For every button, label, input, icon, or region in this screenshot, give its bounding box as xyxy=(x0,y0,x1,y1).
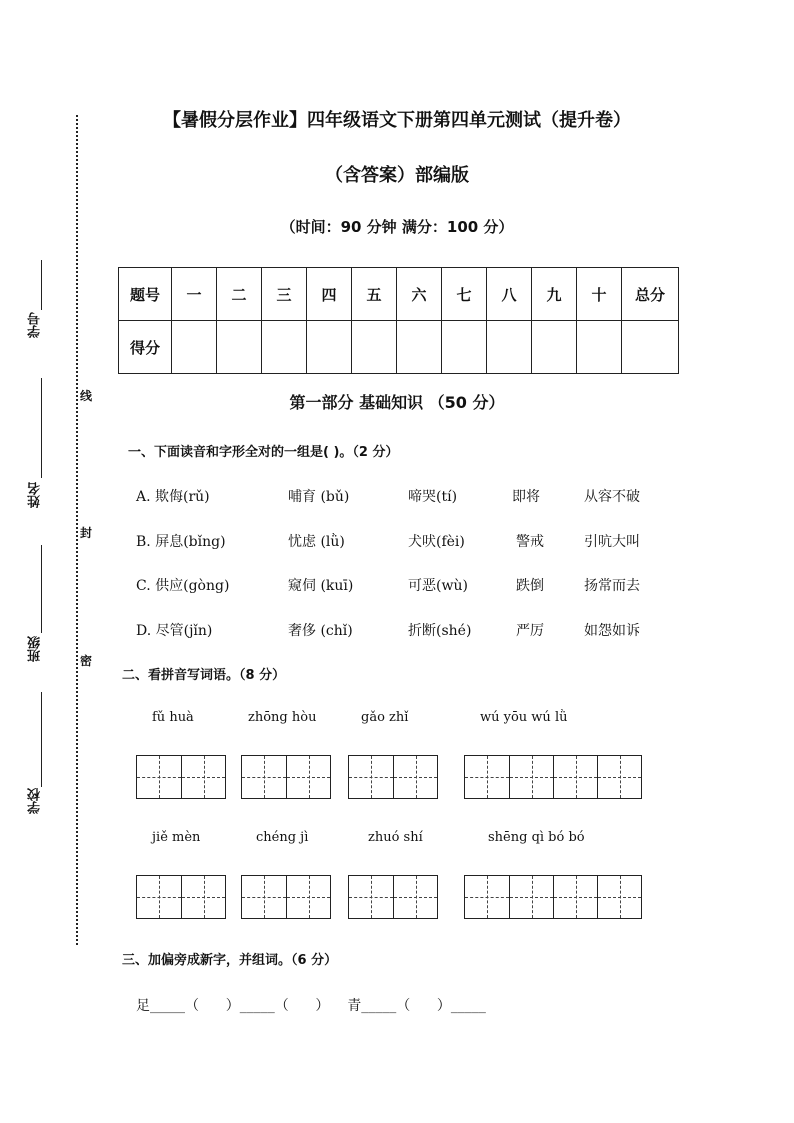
score-table-score-row xyxy=(119,321,679,374)
grid-cell[interactable] xyxy=(597,756,641,798)
q1-option-d-5: 如怨如诉 xyxy=(584,623,640,639)
score-table xyxy=(118,267,679,374)
q3-fill-line[interactable]: 足_____（ ）_____（ ） 青_____（ ）_____ xyxy=(136,998,486,1014)
score-header-cell: 六 xyxy=(397,268,442,321)
grid-cell[interactable] xyxy=(286,876,330,918)
school-line[interactable] xyxy=(41,692,42,787)
q2-pinyin-5: jiě mèn xyxy=(152,830,201,845)
seal-char-mi: 密 xyxy=(80,650,92,671)
grid-cell[interactable] xyxy=(553,876,597,918)
score-header-cell: 八 xyxy=(487,268,532,321)
score-input-cell[interactable] xyxy=(487,321,532,374)
q1-prompt: 一、下面读音和字形全对的一组是( )。（2 分） xyxy=(128,445,399,460)
seal-char-xian: 线 xyxy=(80,385,92,406)
q2-pinyin-1: fǔ huà xyxy=(152,710,194,725)
class-label: 班级 xyxy=(28,636,43,662)
grid-cell[interactable] xyxy=(349,756,393,798)
q1-option-d-1: D. 尽管(jǐn) xyxy=(136,623,213,639)
binding-dotted-line xyxy=(76,115,78,945)
part1-title: 第一部分 基础知识 （50 分） xyxy=(289,393,505,412)
score-header-cell: 二 xyxy=(217,268,262,321)
grid-cell[interactable] xyxy=(393,756,437,798)
score-header-cell: 总分 xyxy=(622,268,679,321)
score-input-cell[interactable] xyxy=(397,321,442,374)
q2-answer-grid-3[interactable] xyxy=(348,755,438,799)
grid-cell[interactable] xyxy=(137,876,181,918)
score-input-cell[interactable] xyxy=(352,321,397,374)
page-subtitle: （含答案）部编版 xyxy=(325,165,469,186)
grid-cell[interactable] xyxy=(465,756,509,798)
q2-pinyin-8: shēng qì bó bó xyxy=(488,830,585,845)
score-header-cell: 十 xyxy=(577,268,622,321)
q2-answer-grid-2[interactable] xyxy=(241,755,331,799)
q1-option-a-3: 啼哭(tí) xyxy=(408,489,458,505)
q2-pinyin-3: gǎo zhǐ xyxy=(361,710,409,725)
q2-answer-grid-8[interactable] xyxy=(464,875,642,919)
grid-cell[interactable] xyxy=(509,756,553,798)
student-id-label: 学号 xyxy=(28,312,43,338)
name-label: 姓名 xyxy=(28,482,43,508)
q2-prompt: 二、看拼音写词语。（8 分） xyxy=(122,668,286,683)
q1-option-c-1: C. 供应(gòng) xyxy=(136,578,230,594)
score-header-cell: 三 xyxy=(262,268,307,321)
score-input-cell[interactable] xyxy=(442,321,487,374)
q3-prompt: 三、加偏旁成新字，并组词。（6 分） xyxy=(122,953,338,968)
score-input-cell[interactable] xyxy=(532,321,577,374)
grid-cell[interactable] xyxy=(553,756,597,798)
grid-cell[interactable] xyxy=(349,876,393,918)
score-row-label: 得分 xyxy=(119,321,172,374)
student-id-line[interactable] xyxy=(41,260,42,310)
score-input-cell[interactable] xyxy=(307,321,352,374)
q2-pinyin-6: chéng jì xyxy=(256,830,309,845)
q2-answer-grid-6[interactable] xyxy=(241,875,331,919)
grid-cell[interactable] xyxy=(242,756,286,798)
grid-cell[interactable] xyxy=(242,876,286,918)
q1-option-b-5: 引吭大叫 xyxy=(584,534,640,550)
q1-option-d-2: 奢侈 (chǐ) xyxy=(288,623,353,639)
score-header-cell: 七 xyxy=(442,268,487,321)
grid-cell[interactable] xyxy=(137,756,181,798)
score-input-cell[interactable] xyxy=(217,321,262,374)
seal-char-feng: 封 xyxy=(80,522,92,543)
q1-option-a-5: 从容不破 xyxy=(584,489,640,505)
q2-answer-grid-5[interactable] xyxy=(136,875,226,919)
q1-option-a-1: A. 欺侮(rǔ) xyxy=(136,489,210,505)
grid-cell[interactable] xyxy=(181,876,225,918)
score-header-cell: 九 xyxy=(532,268,577,321)
score-header-cell: 五 xyxy=(352,268,397,321)
grid-cell[interactable] xyxy=(286,756,330,798)
q1-option-c-2: 窥伺 (kuī) xyxy=(288,578,354,594)
exam-meta: （时间：90 分钟 满分：100 分） xyxy=(280,218,514,236)
score-input-cell[interactable] xyxy=(622,321,679,374)
q1-option-a-4: 即将 xyxy=(512,489,540,505)
q1-option-c-4: 跌倒 xyxy=(516,578,544,594)
q1-option-b-4: 警戒 xyxy=(516,534,544,550)
score-input-cell[interactable] xyxy=(172,321,217,374)
score-header-cell: 一 xyxy=(172,268,217,321)
score-input-cell[interactable] xyxy=(262,321,307,374)
score-table-header-row xyxy=(119,268,679,321)
q1-option-d-4: 严厉 xyxy=(516,623,544,639)
grid-cell[interactable] xyxy=(465,876,509,918)
grid-cell[interactable] xyxy=(181,756,225,798)
page-title: 【暑假分层作业】四年级语文下册第四单元测试（提升卷） xyxy=(163,110,631,131)
grid-cell[interactable] xyxy=(393,876,437,918)
q1-option-b-1: B. 屏息(bǐng) xyxy=(136,534,226,550)
q2-answer-grid-4[interactable] xyxy=(464,755,642,799)
q2-pinyin-4: wú yōu wú lǜ xyxy=(480,710,568,725)
q1-option-a-2: 哺育 (bǔ) xyxy=(288,489,350,505)
q1-option-b-2: 忧虑 (lǜ) xyxy=(288,534,345,550)
score-input-cell[interactable] xyxy=(577,321,622,374)
q1-option-c-3: 可恶(wù) xyxy=(408,578,468,594)
q1-option-c-5: 扬常而去 xyxy=(584,578,640,594)
q1-option-b-3: 犬吠(fèi) xyxy=(408,534,465,550)
q2-pinyin-2: zhōng hòu xyxy=(248,710,317,725)
q2-answer-grid-1[interactable] xyxy=(136,755,226,799)
school-label: 学校 xyxy=(28,788,43,814)
score-header-cell: 四 xyxy=(307,268,352,321)
grid-cell[interactable] xyxy=(597,876,641,918)
class-line[interactable] xyxy=(41,545,42,633)
grid-cell[interactable] xyxy=(509,876,553,918)
q2-answer-grid-7[interactable] xyxy=(348,875,438,919)
q1-option-d-3: 折断(shé) xyxy=(408,623,472,639)
score-header-cell: 题号 xyxy=(119,268,172,321)
q2-pinyin-7: zhuó shí xyxy=(368,830,423,845)
